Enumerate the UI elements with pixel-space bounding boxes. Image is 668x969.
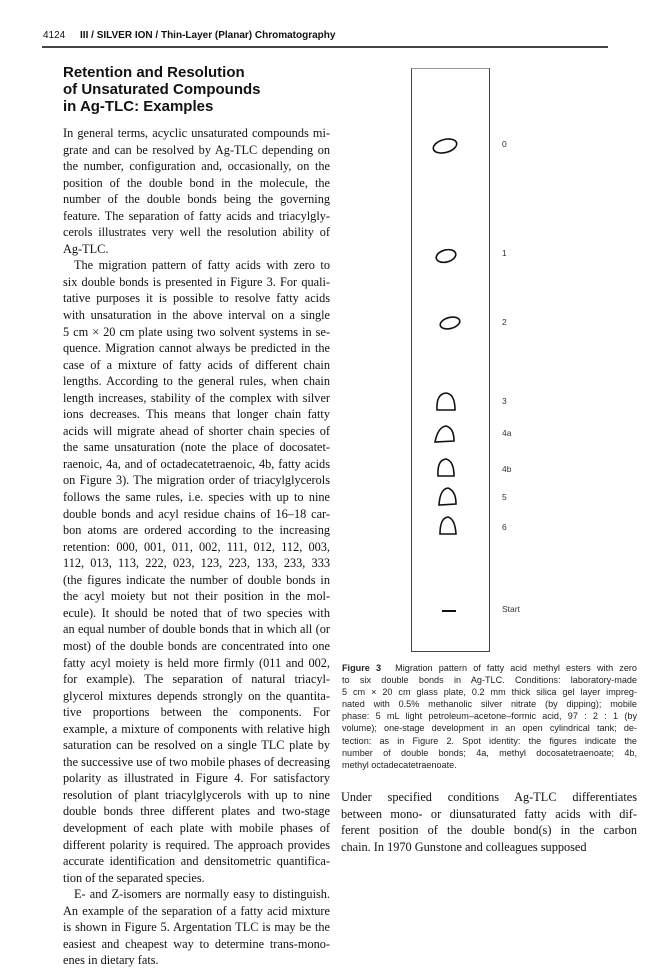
caption-text: Migration pattern of fatty acid methyl esters with zero	[395, 663, 637, 673]
text-line: An example of the separation of a fatty acid mixture	[63, 903, 330, 918]
text-line: ecule). It should be noted that of two species with	[63, 605, 330, 620]
text-line: feature. The separation of fatty acids and triacylgly-	[63, 208, 330, 223]
caption-line: nated with 0.5% methanolic silver nitrate (by dipping); mobile	[342, 699, 637, 710]
text-line: Ag-TLC.	[63, 241, 109, 256]
text-line: accurate identification and densitometric quantifica-	[63, 854, 330, 869]
heading-line: Retention and Resolution	[63, 64, 245, 81]
text-line: ferent position of the double bond(s) in the carbon	[341, 823, 637, 838]
text-line: tion of the separated species.	[63, 870, 205, 885]
running-header	[43, 30, 335, 41]
text-line: quence. Migration cannot always be predicted in the	[63, 341, 330, 356]
text-line: for example). The separation of natural triacyl-	[63, 672, 330, 687]
caption-line: to six double bonds in Ag-TLC. Conditions: laboratory-made	[342, 675, 637, 686]
page-number: 4124	[43, 30, 66, 41]
text-line: double bonds and acyl residue chains of 16–18 car-	[63, 506, 330, 521]
text-line: bon atoms are ordered according to the increasing	[63, 523, 330, 538]
text-line: resolution of plant triacylglycerols with up to nine	[63, 787, 330, 802]
text-line: enes in dietary fats.	[63, 953, 159, 968]
spot-label: 3	[502, 396, 507, 406]
text-line: different polarity is required. The approach provides	[63, 837, 330, 852]
text-line: example, a mixture of components with relative high	[63, 721, 330, 736]
text-line: most) of the double bonds are concentrated into one	[63, 638, 330, 653]
text-line: tative purposes it is possible to resolve fatty acids	[63, 291, 330, 306]
text-line: position of the double bond in the molecule, the	[63, 175, 330, 190]
text-line: acids will migrate ahead of shorter chain species of	[63, 423, 330, 438]
text-line: The migration pattern of fatty acids with zero to	[74, 258, 330, 273]
text-line: double bonds three different plates and two-stage	[63, 804, 330, 819]
figure-caption	[342, 662, 637, 771]
text-line: ions decreases. This means that longer chain fatty	[63, 407, 330, 422]
text-line: six double bonds is presented in Figure 3. For quali-	[63, 274, 330, 289]
text-line: is shown in Figure 5. Argentation TLC is may be the	[63, 920, 330, 935]
left-column-body	[63, 125, 330, 969]
text-line: the number, configuration and, occasionally, on the	[63, 159, 330, 174]
paragraph	[341, 789, 637, 855]
text-line: Under specified conditions Ag-TLC differentiates	[341, 790, 637, 804]
text-line: 5 cm × 20 cm plate using two solvent systems in se-	[63, 324, 330, 339]
paragraph	[63, 886, 330, 969]
right-column-body	[341, 789, 637, 855]
text-line: glycerol mixtures depends strongly on the quantita-	[63, 688, 330, 703]
text-line: saturation can be resolved on a single TLC plate by	[63, 738, 330, 753]
text-line: chain. In 1970 Gunstone and colleagues supposed	[341, 839, 587, 854]
paragraph	[63, 125, 330, 257]
text-line: with unsaturation in the above interval on a single	[63, 308, 330, 323]
caption-line: tection: as in Figure 2. Spot identity: the figures indicate the	[342, 735, 637, 746]
text-line: 112, 013, 113, 222, 023, 123, 223, 133, 233, 333	[63, 556, 330, 571]
caption-line: volume); one-stage development in an open cylindrical tank; de-	[342, 723, 637, 734]
text-line: between mono- or diunsaturated fatty acids with dif-	[341, 806, 637, 821]
spot-label: 0	[502, 139, 507, 149]
text-line: the same unsaturation (note the place of docosatet-	[63, 440, 330, 455]
text-line: raenoic, 4a, and of octadecatetraenoic, 4b, fatty acids	[63, 456, 330, 471]
text-line: on Figure 3). The migration order of triacylglycerols	[63, 473, 330, 488]
text-line: development of each plate with mobile phases of	[63, 820, 330, 835]
spot-label: Start	[502, 604, 520, 614]
text-line: an equal number of double bonds that in which all (or	[63, 622, 330, 637]
text-line: number of the double bonds being the governing	[63, 192, 330, 207]
section-heading	[63, 64, 261, 115]
caption-line: 5 cm × 20 cm glass plate, 0.2 mm thick silica gel layer impreg-	[342, 687, 637, 698]
spot-label: 1	[502, 248, 507, 258]
heading-line: in Ag-TLC: Examples	[63, 98, 214, 115]
heading-line: of Unsaturated Compounds	[63, 81, 261, 98]
caption-line	[342, 662, 637, 674]
text-line: E- and Z-isomers are normally easy to distinguish.	[74, 887, 330, 902]
text-line: cerols illustrates very well the resolution ability of	[63, 225, 330, 240]
text-line: follows the same rules, i.e. species with up to nine	[63, 490, 330, 505]
text-line: fatty acyl moiety is held more firmly (011 and 002,	[63, 655, 330, 670]
text-line: the successive use of two mobile phases of decreasing	[63, 754, 330, 769]
spot-label: 6	[502, 522, 507, 532]
tlc-plate	[411, 68, 490, 652]
spot-label: 4b	[502, 464, 512, 474]
text-line: grate and can be resolved by Ag-TLC depending on	[63, 142, 330, 157]
paragraph	[63, 257, 330, 886]
spot-label: 4a	[502, 428, 512, 438]
spot-label: 2	[502, 317, 507, 327]
caption-line: number of double bonds; 4a, methyl docosatetraenoate; 4b,	[342, 747, 637, 758]
text-line: easiest and cheapest way to determine trans-mono-	[63, 936, 330, 951]
caption-label: Figure 3	[342, 663, 382, 673]
header-rule	[42, 46, 608, 48]
text-line: (the figures indicate the number of double bonds in	[63, 572, 330, 587]
text-line: In general terms, acyclic unsaturated compounds mi-	[63, 126, 330, 140]
running-title: III / SILVER ION / Thin-Layer (Planar) Chromatography	[80, 30, 336, 41]
spot-label: 5	[502, 492, 507, 502]
text-line: polarity as illustrated in Figure 4. For satisfactory	[63, 771, 330, 786]
caption-line: phase: 5 mL light petroleum–acetone–formic acid, 97 : 2 : 1 (by	[342, 711, 637, 722]
text-line: lengths. According to the general rules, when chain	[63, 374, 330, 389]
caption-line: methyl octadecatetraenoate.	[342, 759, 457, 770]
text-line: the acyl moiety but not their position in the mol-	[63, 589, 330, 604]
text-line: retention: 000, 001, 011, 002, 111, 012, 112, 003,	[63, 539, 330, 554]
text-line: tive proportions between the components. For	[63, 705, 330, 720]
text-line: case of a mixture of fatty acids of different chain	[63, 357, 330, 372]
text-line: length increases, stability of the complex with silver	[63, 390, 330, 405]
